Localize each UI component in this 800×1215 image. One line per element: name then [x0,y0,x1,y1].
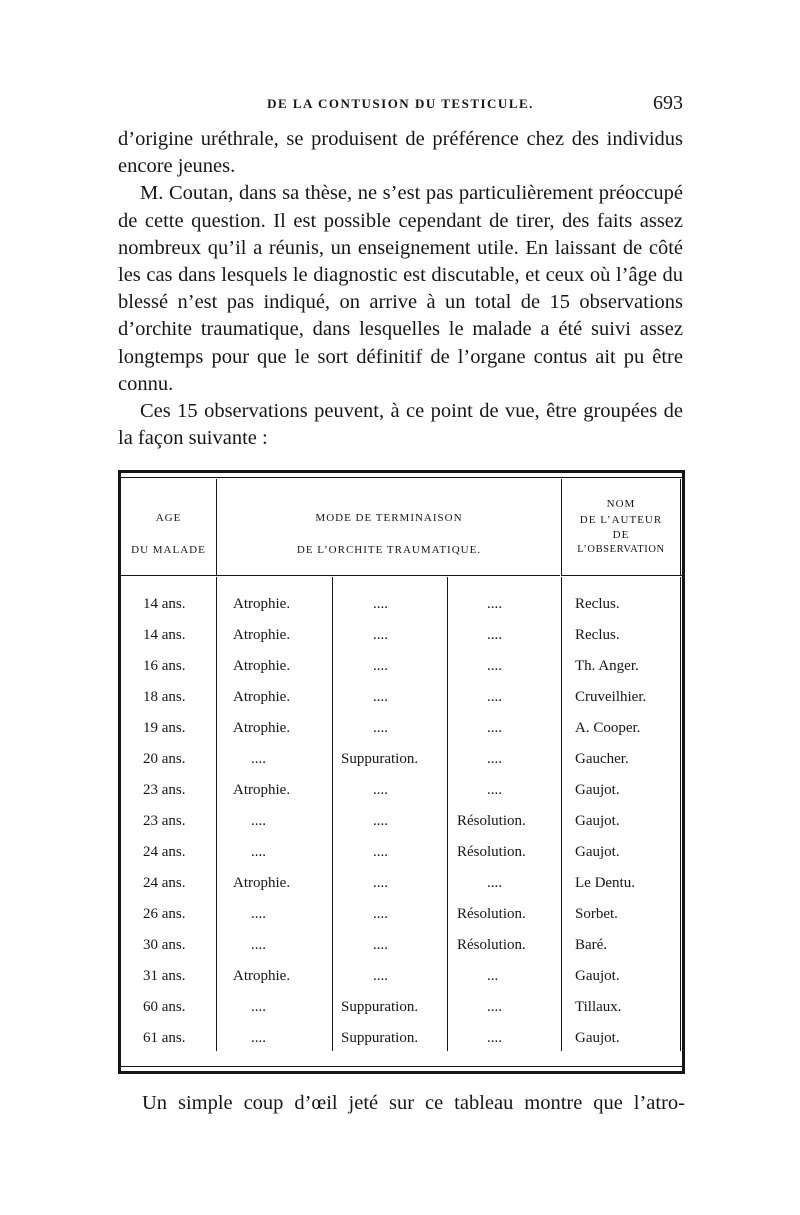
cell-age: 14 ans. [143,627,186,643]
cell-author: Cruveilhier. [575,689,647,705]
cell-atrophie: .... [251,813,266,829]
cell-atrophie: Atrophie. [233,689,291,705]
header-mode-line2: DE L’ORCHITE TRAUMATIQUE. [296,544,482,556]
body-divider-m2 [447,577,448,1051]
cell-atrophie: .... [251,906,266,922]
cell-age: 61 ans. [143,1030,186,1046]
header-divider-age [216,479,217,575]
cell-suppuration: Suppuration. [341,751,419,767]
body-divider-age [216,577,217,1051]
paragraph-1: d’origine uréthrale, se produisent de préférence chez des individus encore jeunes. [118,128,683,178]
cell-author: Reclus. [575,627,620,643]
page-number: 693 [653,92,683,114]
cell-resolution: Résolution. [457,906,526,922]
cell-resolution: Résolution. [457,813,526,829]
cell-atrophie: Atrophie. [233,720,291,736]
cell-resolution: Résolution. [457,937,526,953]
cell-author: Gaucher. [575,751,629,767]
cell-author: Gaujot. [575,782,620,798]
header-age-line1: AGE [155,512,182,524]
cell-atrophie: Atrophie. [233,658,291,674]
cell-age: 18 ans. [143,689,186,705]
cell-author: Gaujot. [575,968,620,984]
body-divider-author [561,577,562,1051]
cell-author: Gaujot. [575,813,620,829]
running-title: DE LA CONTUSION DU TESTICULE. [267,96,534,111]
header-divider-author [561,479,562,575]
header-divider-right [680,479,681,575]
cell-author: Gaujot. [575,1030,620,1046]
header-mode-line1: MODE DE TERMINAISON [315,512,463,524]
body-divider-m1 [332,577,333,1051]
cell-suppuration: .... [373,627,388,643]
cell-atrophie: .... [251,1030,266,1046]
cell-age: 30 ans. [143,937,186,953]
cell-suppuration: .... [373,937,388,953]
observations-table [118,470,685,1074]
cell-suppuration: .... [373,596,388,612]
cell-age: 24 ans. [143,844,186,860]
table-top-rule [121,477,682,478]
paragraph-2: M. Coutan, dans sa thèse, ne s’est pas particulièrement préoccupé de cette question. Il est possible cependant de tirer, des faits assez nombreux qu’il a réunis, un enseignement utile. En laissant de côté les cas dans lesquels le diagnostic est discutable, et ceux où l’âge du blessé n’est pas indiqué, on arrive à un total de 15 observations d’orchite traumatique, dans lesquelles le malade a été suivi assez longtemps pour que le sort définitif de l’organe contus ait pu être connu. [118,182,683,395]
body-divider-right [680,577,681,1051]
closing-line: Un simple coup d’œil jeté sur ce tableau montre que l’atro- [142,1092,685,1114]
cell-author: Reclus. [575,596,620,612]
cell-suppuration: .... [373,875,388,891]
header-author-line1: NOM [606,498,636,510]
cell-suppuration: .... [373,658,388,674]
header-author-line2: DE L’AUTEUR [579,514,663,526]
cell-author: A. Cooper. [575,720,641,736]
cell-resolution: .... [487,999,502,1015]
cell-atrophie: Atrophie. [233,627,291,643]
cell-resolution: .... [487,689,502,705]
cell-author: Sorbet. [575,906,618,922]
cell-suppuration: .... [373,844,388,860]
cell-atrophie: .... [251,844,266,860]
cell-atrophie: Atrophie. [233,968,291,984]
cell-resolution: .... [487,782,502,798]
cell-suppuration: .... [373,813,388,829]
cell-suppuration: Suppuration. [341,1030,419,1046]
cell-atrophie: Atrophie. [233,875,291,891]
cell-resolution: Résolution. [457,844,526,860]
cell-age: 26 ans. [143,906,186,922]
cell-age: 60 ans. [143,999,186,1015]
cell-author: Baré. [575,937,608,953]
cell-age: 24 ans. [143,875,186,891]
cell-age: 31 ans. [143,968,186,984]
cell-resolution: .... [487,627,502,643]
cell-age: 19 ans. [143,720,186,736]
cell-atrophie: .... [251,751,266,767]
cell-atrophie: Atrophie. [233,782,291,798]
header-rule-mode [216,575,560,576]
cell-suppuration: Suppuration. [341,999,419,1015]
running-head [118,92,683,118]
cell-resolution: .... [487,751,502,767]
cell-author: Tillaux. [575,999,622,1015]
cell-atrophie: .... [251,999,266,1015]
body-text [118,126,683,452]
cell-resolution: .... [487,875,502,891]
paragraph-3: Ces 15 observations peuvent, à ce point de vue, être groupées de la façon suivante : [118,400,683,450]
cell-suppuration: .... [373,689,388,705]
header-author-line3: DE [612,529,630,541]
header-age-line2: DU MALADE [131,544,206,556]
cell-age: 14 ans. [143,596,186,612]
cell-author: Gaujot. [575,844,620,860]
cell-resolution: .... [487,658,502,674]
cell-suppuration: .... [373,782,388,798]
cell-suppuration: .... [373,720,388,736]
cell-age: 16 ans. [143,658,186,674]
cell-atrophie: .... [251,937,266,953]
cell-suppuration: .... [373,968,388,984]
cell-suppuration: .... [373,906,388,922]
cell-resolution: .... [487,1030,502,1046]
header-rule-author [561,575,682,576]
cell-author: Le Dentu. [575,875,635,891]
cell-resolution: ... [487,968,499,984]
cell-age: 23 ans. [143,813,186,829]
header-author-line4: L’OBSERVATION [577,544,665,555]
cell-atrophie: Atrophie. [233,596,291,612]
cell-age: 20 ans. [143,751,186,767]
cell-age: 23 ans. [143,782,186,798]
header-rule-age [121,575,216,576]
cell-resolution: .... [487,596,502,612]
cell-resolution: .... [487,720,502,736]
cell-author: Th. Anger. [575,658,639,674]
table-bottom-rule [121,1066,682,1067]
